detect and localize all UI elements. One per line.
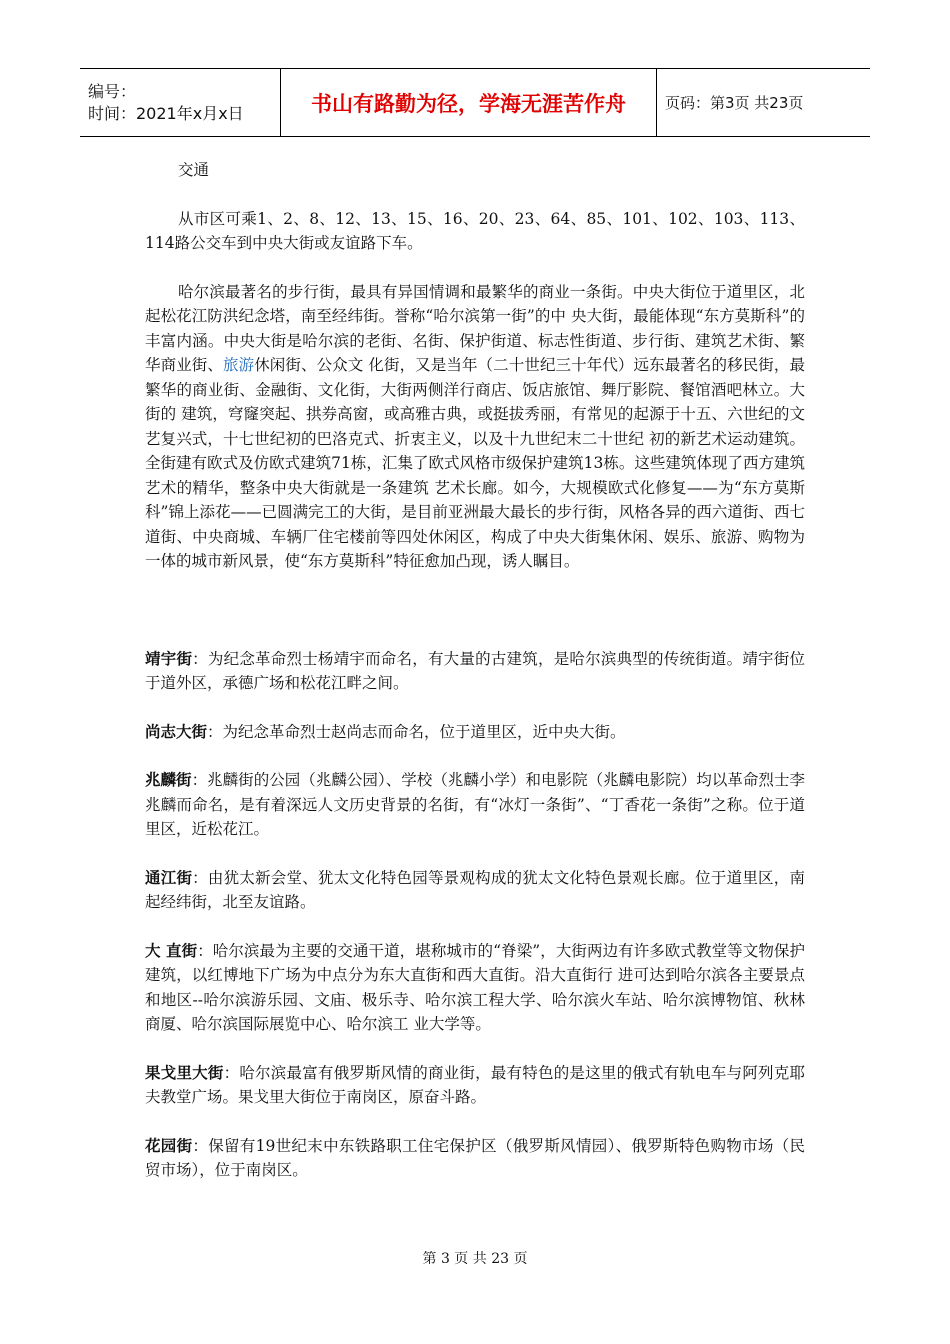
street-name: 花园街 [145, 1135, 193, 1155]
street-name: 通江街 [145, 867, 193, 887]
section-title: 交通 [178, 161, 210, 179]
street-entry-jingyu [145, 647, 805, 696]
street-entry-dazhi [145, 939, 805, 1037]
page-footer: 第 3 页 共 23 页 [422, 1251, 528, 1267]
street-description: ：保留有19世纪末中东铁路职工住宅保护区（俄罗斯风情园）、俄罗斯特色购物市场（民贸市场），位于南岗区。 [145, 1136, 805, 1179]
street-name: 兆麟街 [145, 770, 192, 789]
street-description: ：兆麟街的公园（兆麟公园）、学校（兆麟小学）和电影院（兆麟电影院）均以革命烈士李兆麟而命名，是有着深远人文历史背景的名街，有“冰灯一条街”、“丁香花一条街”之称。位于道里区，近松花江。 [145, 771, 805, 838]
street-description: ：哈尔滨最富有俄罗斯风情的商业街，最有特色的是这里的俄式有轨电车与阿列克耶夫教堂广场。果戈里大街位于南岗区，原奋斗路。 [145, 1063, 805, 1106]
document-date: 时间：2021年x月x日 [88, 103, 244, 123]
street-description: ：哈尔滨最为主要的交通干道，堪称城市的“脊梁”，大街两边有许多欧式教堂等文物保护建筑，以红博地下广场为中点分为东大直街和西大直街。沿大直街行 进可达到哈尔滨各主要景点和地区--哈尔滨游乐园、文庙、极乐寺、哈尔滨工程大学、哈尔滨火车站、哈尔滨博物馆、秋林商厦、哈尔滨国际展览中心、哈尔滨工 业大学等。 [145, 941, 805, 1033]
street-name: 大 直街 [145, 940, 198, 960]
street-entry-zhaolin [145, 768, 805, 842]
document-number-label: 编号： [88, 81, 137, 101]
street-entry-tongjiang [145, 866, 805, 915]
street-entry-guogeli [145, 1061, 805, 1110]
transit-paragraph: 从市区可乘1、2、8、12、13、15、16、20、23、64、85、101、102、103、113、114路公交车到中央大街或友谊路下车。 [145, 209, 805, 252]
header-meta [80, 69, 280, 136]
header-page-info: 页码：第3页 共23页 [665, 94, 804, 112]
tourism-link[interactable]: 旅游 [222, 356, 255, 374]
page-header [80, 68, 870, 137]
intro-text-before-link: 哈尔滨最著名的步行街，最具有异国情调和最繁华的商业一条街。中央大街位于道里区，北起松花江防洪纪念塔，南至经纬街。誉称“哈尔滨第一街”的中 央大街，最能体现“东方莫斯科”的丰富内涵。中央大街是哈尔滨的老街、名街、保护街道、标志性街道、步行街、建筑艺术街、繁华商业街、 [145, 282, 805, 374]
intro-text-after-link: 休闲街、公众文 化街，又是当年（二十世纪三十年代）远东最著名的移民街，最繁华的商业街、金融街、文化街，大街两侧洋行商店、饭店旅馆、舞厅影院、餐馆酒吧林立。大街的 建筑，穹窿突起、拱券高窗，或高雅古典，或挺拔秀丽，有常见的起源于十五、六世纪的文艺复兴式，十七世纪初的巴洛克式、折衷主义，以及十九世纪末二十世纪 初的新艺术运动建筑。全街建有欧式及仿欧式建筑71栋，汇集了欧式风格市级保护建筑13栋。这些建筑体现了西方建筑艺术的精华，整条中央大街就是一条建筑 艺术长廊。如今，大规模欧式化修复——为“东方莫斯科”锦上添花——已圆满完工的大街，是目前亚洲最大最长的步行街，风格各异的西六道街、西七道街、中央商城、车辆厂住宅楼前等四处休闲区，构成了中央大街集休闲、娱乐、旅游、购物为一体的城市新风景，使“东方莫斯科”特征愈加凸现，诱人瞩目。 [145, 356, 805, 570]
header-motto: 书山有路勤为径，学海无涯苦作舟 [280, 69, 657, 136]
street-name: 尚志大街 [145, 721, 208, 741]
street-description: ：为纪念革命烈士杨靖宇而命名，有大量的古建筑，是哈尔滨典型的传统街道。靖宇街位于道外区，承德广场和松花江畔之间。 [145, 649, 805, 692]
document-body [145, 158, 805, 1183]
street-description: ：为纪念革命烈士赵尚志而命名，位于道里区，近中央大街。 [207, 722, 626, 741]
street-description: ：由犹太新会堂、犹太文化特色园等景观构成的犹太文化特色景观长廊。位于道里区，南起经纬街，北至友谊路。 [145, 868, 805, 911]
street-entry-huayuan [145, 1134, 805, 1183]
intro-paragraph [145, 280, 805, 574]
street-entry-shangzhi [145, 720, 805, 745]
street-name: 果戈里大街 [145, 1062, 224, 1082]
street-name: 靖宇街 [145, 648, 193, 668]
